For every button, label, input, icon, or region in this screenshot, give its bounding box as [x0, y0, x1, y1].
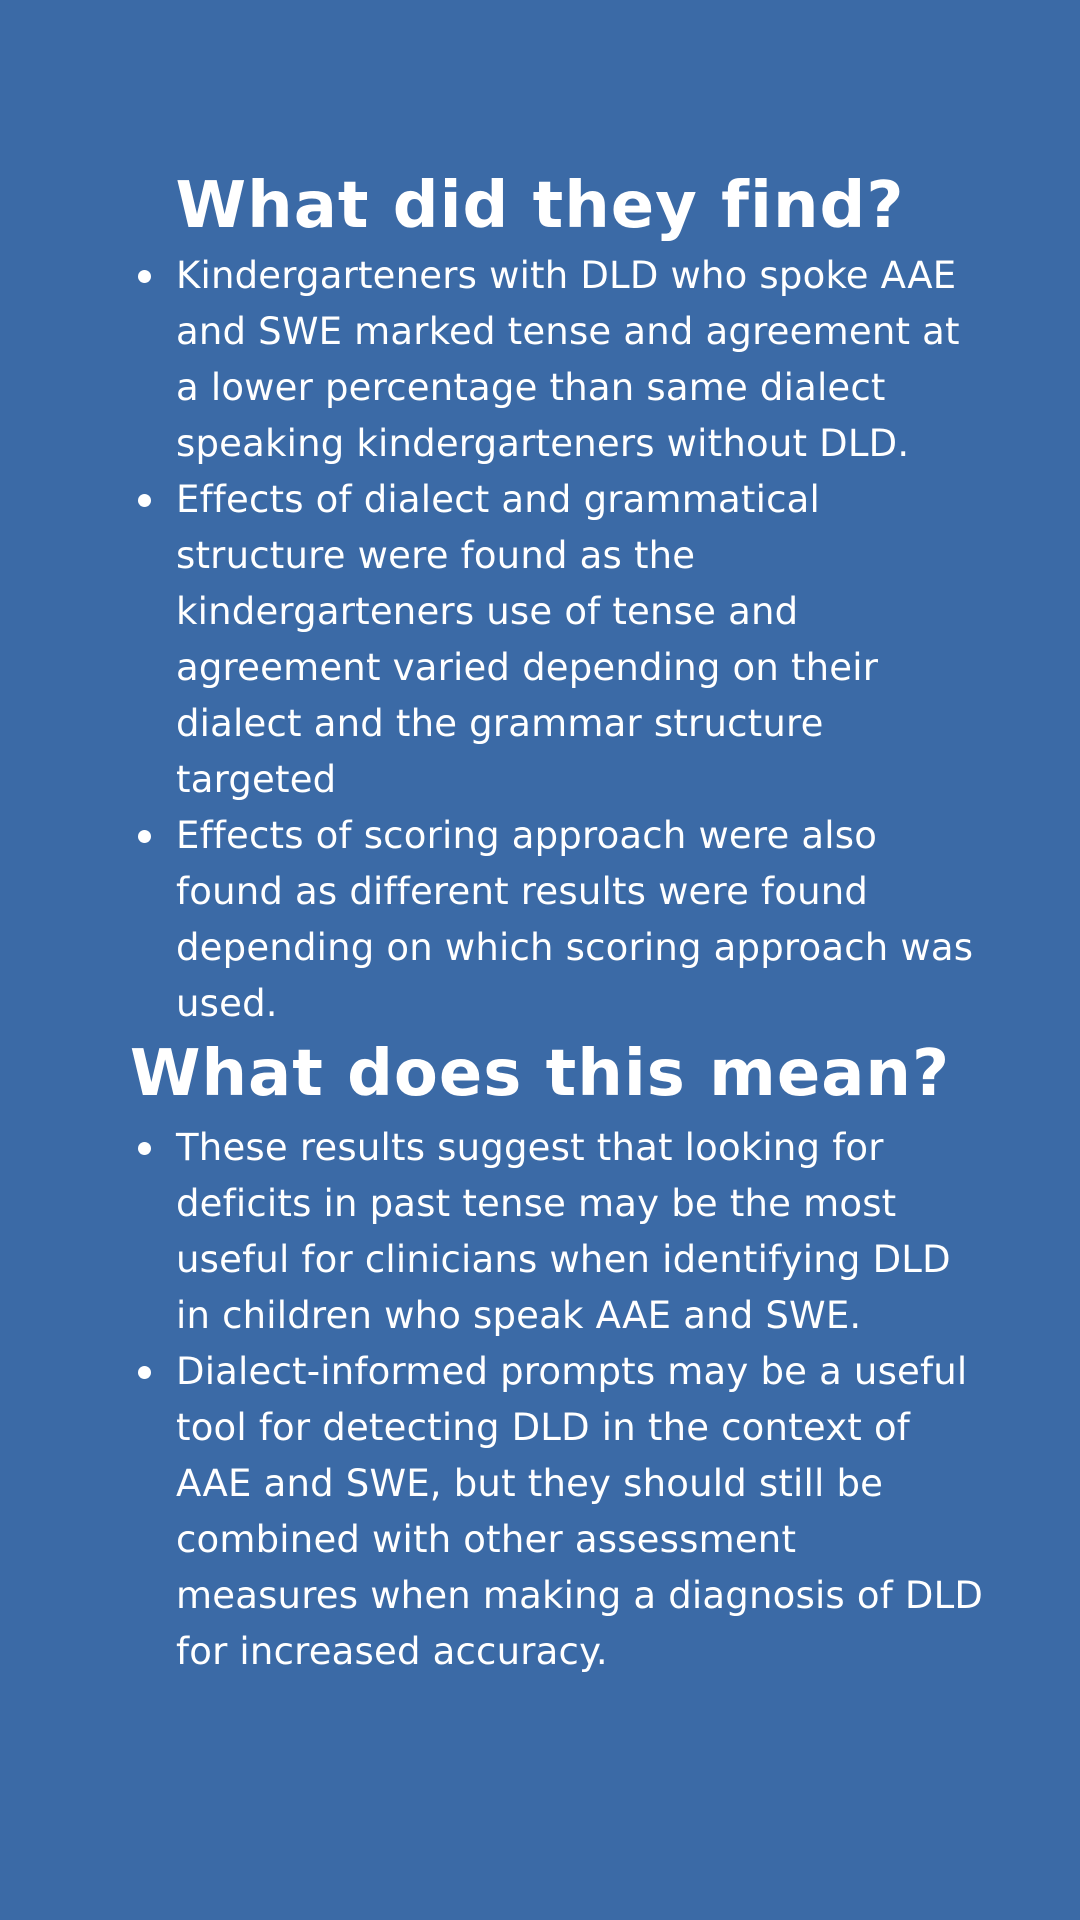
list-item: These results suggest that looking for deficits in past tense may be the most useful for clinicians when identifying DLD in children who speak AAE and SWE.: [176, 1120, 986, 1344]
list-item: Effects of scoring approach were also found as different results were found depending on which scoring approach was used.: [176, 808, 986, 1032]
list-item: Dialect-informed prompts may be a useful tool for detecting DLD in the context of AAE and SWE, but they should still be combined with other assessment measures when making a diagnosis of DLD for increased accuracy.: [176, 1344, 986, 1680]
findings-list: [0, 248, 986, 1032]
list-item: Kindergarteners with DLD who spoke AAE and SWE marked tense and agreement at a lower percentage than same dialect speaking kindergarteners without DLD.: [176, 248, 986, 472]
meaning-heading: What does this mean?: [129, 1037, 951, 1111]
list-item: Effects of dialect and grammatical structure were found as the kindergarteners use of tense and agreement varied depending on their dialect and the grammar structure targeted: [176, 472, 986, 808]
findings-heading: What did they find?: [175, 169, 905, 243]
meaning-list: [0, 1120, 986, 1680]
